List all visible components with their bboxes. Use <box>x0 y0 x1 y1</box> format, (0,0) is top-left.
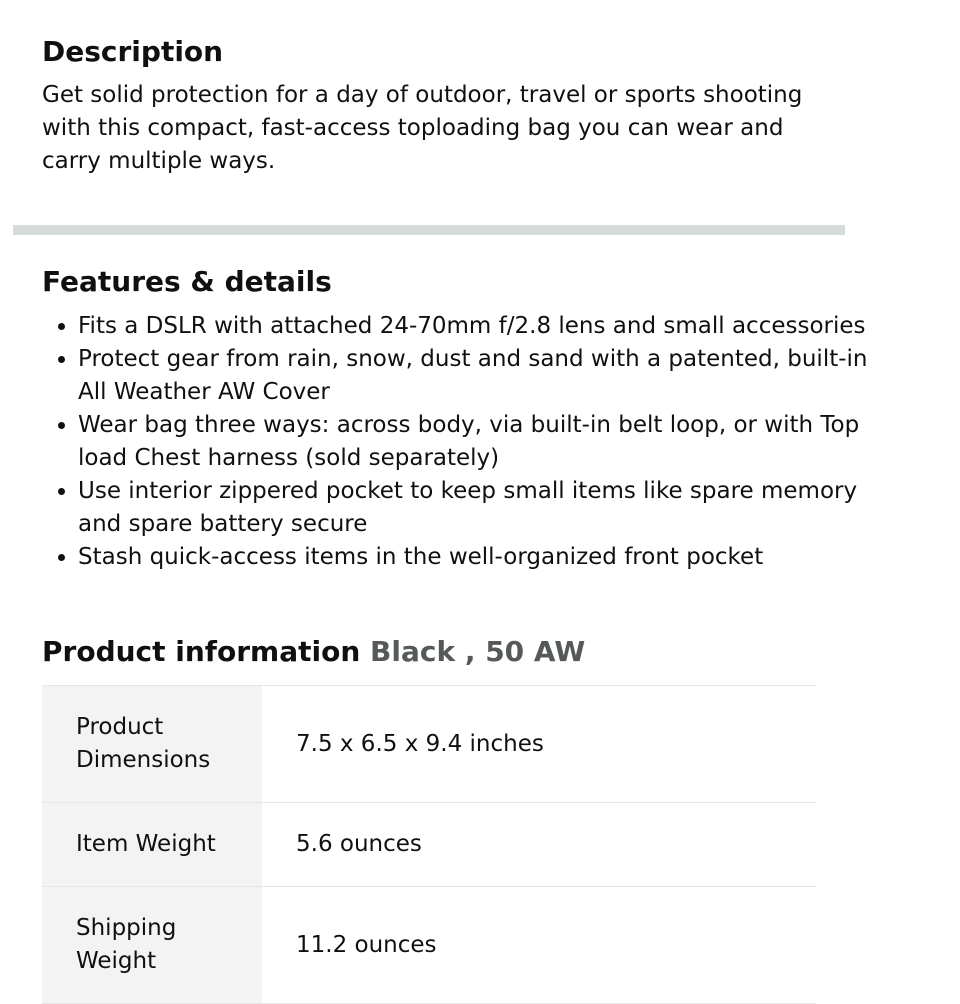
product-information-title: Product information <box>42 635 361 668</box>
row-value-item-weight: 5.6 ounces <box>262 803 816 887</box>
row-label-shipping-weight: Shipping Weight <box>42 887 262 1004</box>
feature-item: • Protect gear from rain, snow, dust and sand with a patented, built-in All Weather AW Cover <box>78 343 868 409</box>
row-value-shipping-weight: 11.2 ounces <box>262 887 816 1004</box>
description-heading: Description <box>42 35 224 68</box>
feature-item: • Wear bag three ways: across body, via built-in belt loop, or with Top load Chest harness (sold separately) <box>78 409 868 475</box>
feature-item: • Fits a DSLR with attached 24-70mm f/2.8 lens and small accessories <box>78 310 868 343</box>
table-row <box>42 887 816 1004</box>
description-text: Get solid protection for a day of outdoor, travel or sports shooting with this compact, fast-access toploading bag you can wear and carry multiple ways. <box>42 82 803 174</box>
product-information-heading <box>42 634 822 670</box>
table-row <box>42 803 816 887</box>
feature-item: • Stash quick-access items in the well-organized front pocket <box>78 541 868 574</box>
row-label-product-dimensions: Product Dimensions <box>42 686 262 803</box>
section-divider <box>13 225 845 235</box>
features-list <box>42 310 868 574</box>
row-value-product-dimensions: 7.5 x 6.5 x 9.4 inches <box>262 686 816 803</box>
row-label-item-weight: Item Weight <box>42 803 262 887</box>
product-variant: Black , 50 AW <box>370 635 586 668</box>
feature-item: • Use interior zippered pocket to keep small items like spare memory and spare battery secure <box>78 475 868 541</box>
product-information-table <box>42 685 816 1004</box>
features-heading: Features & details <box>42 265 332 298</box>
table-row <box>42 686 816 803</box>
